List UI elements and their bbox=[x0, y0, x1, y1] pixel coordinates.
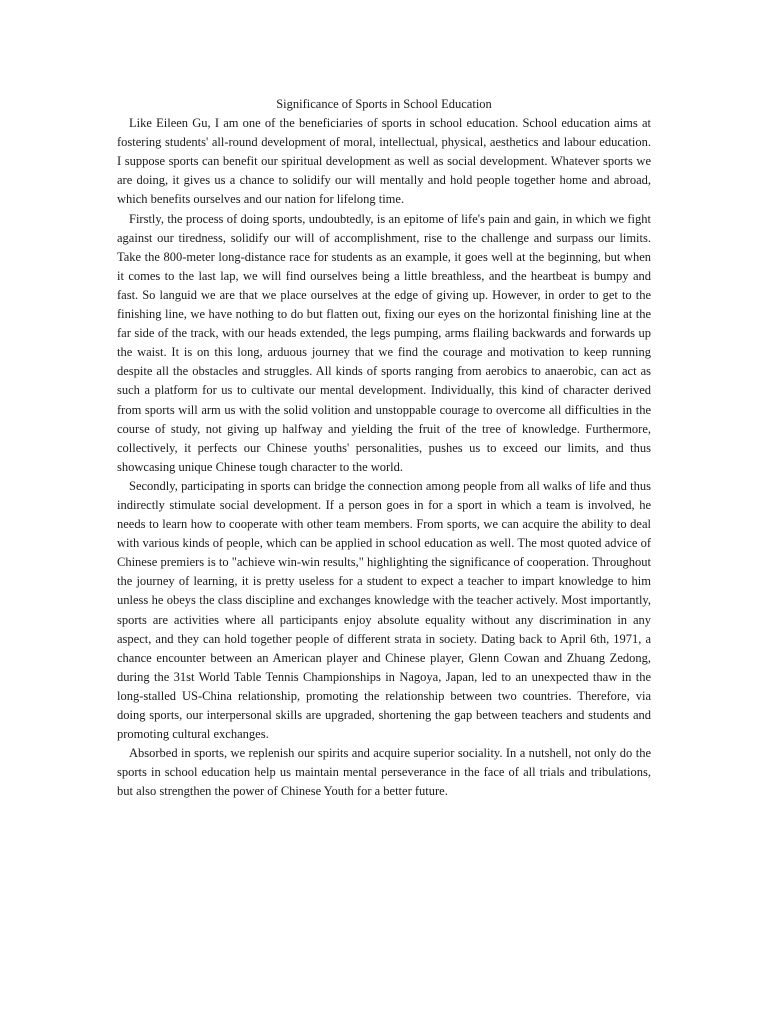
paragraph-secondly: Secondly, participating in sports can bridge the connection among people from all walks of life and thus indirectly stimulate social development. If a person goes in for a sport in which a team is involved, he needs to learn how to cooperate with other team members. From sports, we can acquire the ability to deal with various kinds of people, which can be applied in school education as well. The most quoted advice of Chinese premiers is to "achieve win-win results," highlighting the significance of cooperation. Throughout the journey of learning, it is pretty useless for a student to expect a teacher to impart knowledge to him unless he obeys the class discipline and exchanges knowledge with the teacher actively. Most importantly, sports are activities where all participants enjoy absolute equality without any discrimination in any aspect, and they can hold together people of different strata in society. Dating back to April 6th, 1971, a chance encounter between an American player and Chinese player, Glenn Cowan and Zhuang Zedong, during the 31st World Table Tennis Championships in Nagoya, Japan, led to an unexpected thaw in the long-stalled US-China relationship, promoting the relationship between two countries. Therefore, via doing sports, our interpersonal skills are upgraded, shortening the gap between teachers and students and promoting cultural exchanges. bbox=[117, 478, 651, 742]
paragraph-conclusion: Absorbed in sports, we replenish our spirits and acquire superior sociality. In a nutshell, not only do the sports in school education help us maintain mental perseverance in the face of all trials and tribulations, but also strengthen the power of Chinese Youth for a better future. bbox=[117, 746, 651, 799]
essay-body bbox=[117, 95, 651, 801]
essay-title: Significance of Sports in School Education bbox=[276, 97, 492, 111]
paragraph-firstly: Firstly, the process of doing sports, undoubtedly, is an epitome of life's pain and gain, in which we fight against our tiredness, solidify our will of accomplishment, rise to the challenge and surpass our limits. Take the 800-meter long-distance race for students as an example, it goes well at the beginning, but when it comes to the last lap, we will find ourselves being a little breathless, and the heartbeat is bumpy and fast. So languid we are that we place ourselves at the edge of giving up. However, in order to get to the finishing line, we have nothing to do but flatten out, fixing our eyes on the horizontal finishing line at the far side of the track, with our heads extended, the legs pumping, arms flailing backwards and forwards up the waist. It is on this long, arduous journey that we find the courage and motivation to keep running despite all the obstacles and struggles. All kinds of sports ranging from aerobics to anaerobic, can act as such a platform for us to cultivate our mental development. Individually, this kind of character derived from sports will arm us with the solid volition and unstoppable courage to overcome all difficulties in the course of study, not giving up halfway and yielding the fruit of the tree of knowledge. Furthermore, collectively, it perfects our Chinese youths' personalities, pushes us to exceed our limits, and thus showcasing unique Chinese tough character to the world. bbox=[117, 211, 651, 474]
paragraph-intro: Like Eileen Gu, I am one of the beneficiaries of sports in school education. School education aims at fostering students' all-round development of moral, intellectual, physical, aesthetics and labour education. I suppose sports can benefit our spiritual development as well as social development. Whatever sports we are doing, it gives us a chance to solidify our will mentally and hold people together home and abroad, which benefits ourselves and our nation for lifelong time. bbox=[117, 116, 651, 207]
